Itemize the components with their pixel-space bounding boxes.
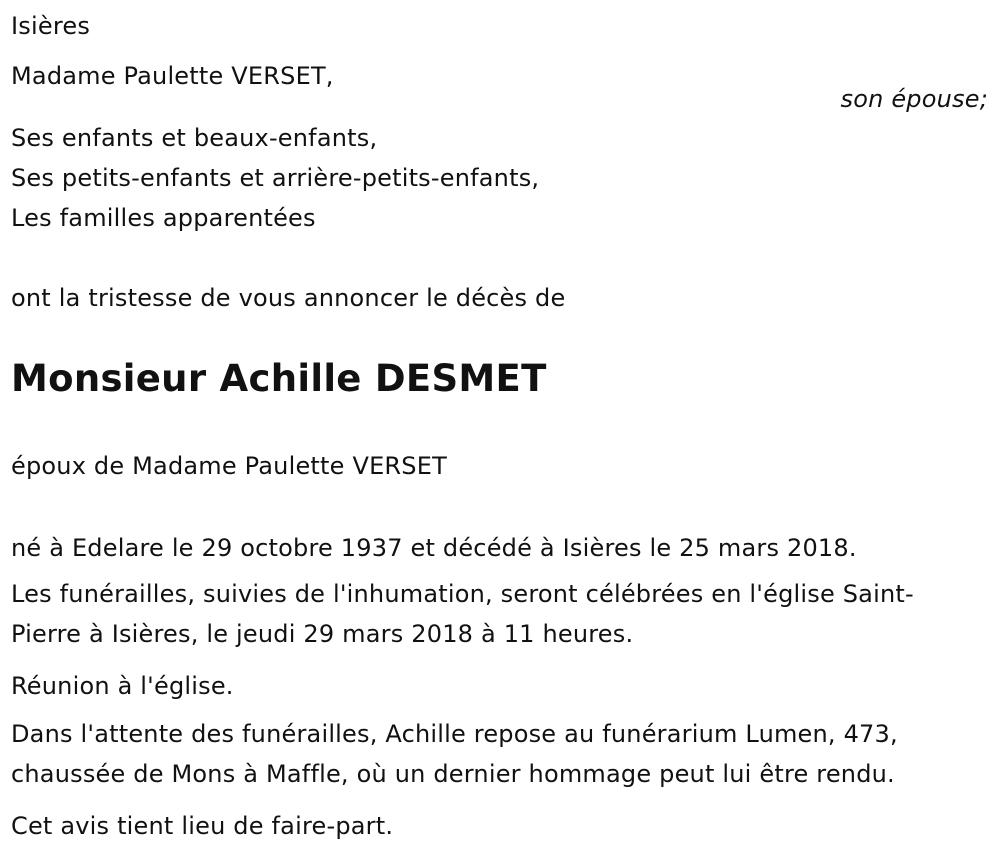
meeting-info: Réunion à l'église. xyxy=(11,672,234,700)
family-relatives: Les familles apparentées xyxy=(11,204,316,232)
viewing-info-line: chaussée de Mons à Maffle, où un dernier hommage peut lui être rendu. xyxy=(11,760,895,788)
funeral-info-line: Les funérailles, suivies de l'inhumation, seront célébrées en l'église Saint- xyxy=(11,580,914,608)
spouse-name: Madame Paulette VERSET, xyxy=(11,62,334,90)
family-children: Ses enfants et beaux-enfants, xyxy=(11,124,378,152)
family-grandchildren: Ses petits-enfants et arrière-petits-enfants, xyxy=(11,164,540,192)
location-heading: Isières xyxy=(11,12,91,40)
funeral-info-line: Pierre à Isières, le jeudi 29 mars 2018 à 11 heures. xyxy=(11,620,634,648)
spouse-role: son épouse; xyxy=(840,85,988,113)
birth-death-info: né à Edelare le 29 octobre 1937 et décédé à Isières le 25 mars 2018. xyxy=(11,534,857,562)
announcement-text: ont la tristesse de vous annoncer le décès de xyxy=(11,284,566,312)
viewing-info-line: Dans l'attente des funérailles, Achille repose au funérarium Lumen, 473, xyxy=(11,720,898,748)
closing-note: Cet avis tient lieu de faire-part. xyxy=(11,812,394,840)
deceased-name: Monsieur Achille DESMET xyxy=(11,357,547,400)
viewing-info xyxy=(11,714,991,794)
deceased-spouse-of: époux de Madame Paulette VERSET xyxy=(11,452,447,480)
funeral-info xyxy=(11,574,991,654)
